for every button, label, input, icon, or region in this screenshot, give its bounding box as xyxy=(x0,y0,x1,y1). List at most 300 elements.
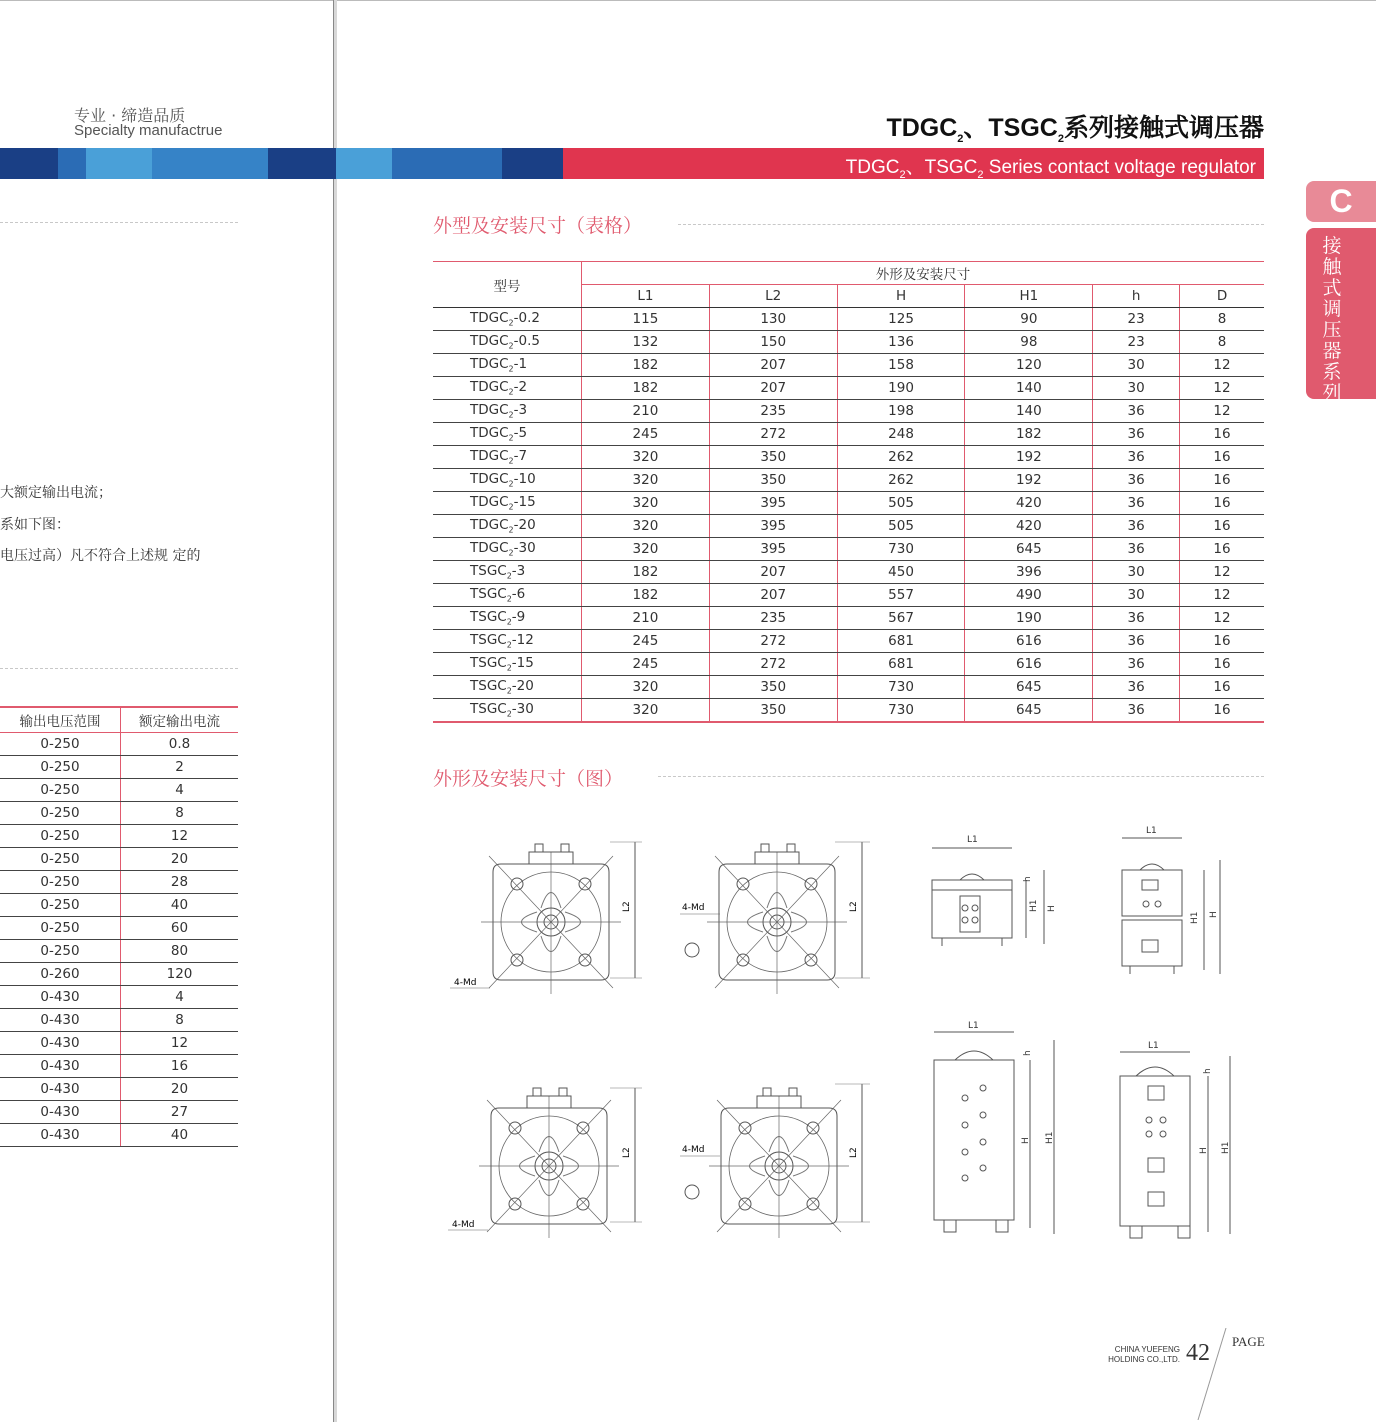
table-cell: 182 xyxy=(582,377,710,400)
table-cell: 0-430 xyxy=(0,1032,121,1055)
table-cell: 36 xyxy=(1093,538,1180,561)
model-suffix: -20 xyxy=(511,678,534,695)
table-cell: 616 xyxy=(965,653,1093,676)
table-row xyxy=(433,676,1264,699)
table-cell: 16 xyxy=(1180,653,1264,676)
table-cell: 4 xyxy=(121,986,239,1009)
model-subscript: 2 xyxy=(508,341,514,351)
model-suffix: -15 xyxy=(511,655,534,672)
model-cell xyxy=(433,630,582,653)
table-cell: 350 xyxy=(709,446,837,469)
table-cell: 90 xyxy=(965,308,1093,331)
table-header-row xyxy=(0,707,238,733)
table-row xyxy=(433,331,1264,354)
footer-company xyxy=(1100,1345,1180,1365)
table-cell: 320 xyxy=(582,469,710,492)
technical-drawings xyxy=(430,820,1270,1250)
table-cell: 190 xyxy=(965,607,1093,630)
table-cell: 0-260 xyxy=(0,963,121,986)
model-cell xyxy=(433,469,582,492)
table-cell: 140 xyxy=(965,400,1093,423)
table-cell: 0-430 xyxy=(0,1009,121,1032)
table-cell: 395 xyxy=(709,538,837,561)
section-title-drawings: 外形及安装尺寸（图） xyxy=(433,768,624,790)
table-cell: 505 xyxy=(837,515,965,538)
drawing-top-view-1 xyxy=(450,842,642,994)
table-cell: 272 xyxy=(709,653,837,676)
table-cell: 16 xyxy=(1180,538,1264,561)
footer-company-line: HOLDING CO.,LTD. xyxy=(1108,1355,1180,1364)
table-cell: 12 xyxy=(1180,400,1264,423)
table-header-row xyxy=(433,262,1264,285)
table-cell: 262 xyxy=(837,469,965,492)
table-row xyxy=(0,733,238,756)
table-cell: 645 xyxy=(965,676,1093,699)
table-cell: 130 xyxy=(709,308,837,331)
table-cell: 235 xyxy=(709,607,837,630)
table-cell: 36 xyxy=(1093,653,1180,676)
svg-text:4-Md: 4-Md xyxy=(452,1220,475,1230)
table-row xyxy=(0,940,238,963)
table-row xyxy=(0,986,238,1009)
table-cell: 192 xyxy=(965,446,1093,469)
chapter-tab-letter: C xyxy=(1306,181,1376,222)
model-suffix: -9 xyxy=(511,609,526,626)
table-cell: 36 xyxy=(1093,630,1180,653)
table-cell: 36 xyxy=(1093,400,1180,423)
model-subscript: 2 xyxy=(508,318,514,328)
table-cell: 16 xyxy=(1180,492,1264,515)
model-cell xyxy=(433,676,582,699)
table-cell: 207 xyxy=(709,584,837,607)
table-row xyxy=(433,377,1264,400)
table-cell: 16 xyxy=(1180,469,1264,492)
table-cell: 60 xyxy=(121,917,239,940)
table-row xyxy=(433,515,1264,538)
table-cell: 420 xyxy=(965,492,1093,515)
column-header: H xyxy=(837,285,965,308)
svg-text:L2: L2 xyxy=(622,901,632,912)
table-cell: 616 xyxy=(965,630,1093,653)
table-cell: 27 xyxy=(121,1101,239,1124)
model-cell xyxy=(433,492,582,515)
table-cell: 350 xyxy=(709,676,837,699)
table-cell: 182 xyxy=(582,561,710,584)
brand-slogan-cn: 专业 · 缔造品质 xyxy=(74,106,186,125)
model-subscript: 2 xyxy=(506,640,512,650)
table-cell: 0-250 xyxy=(0,940,121,963)
table-cell: 16 xyxy=(1180,423,1264,446)
model-suffix: -1 xyxy=(513,356,528,373)
svg-text:H1: H1 xyxy=(1029,899,1039,912)
model-series: TDGC xyxy=(470,448,509,465)
table-cell: 120 xyxy=(121,963,239,986)
table-cell: 320 xyxy=(582,538,710,561)
model-subscript: 2 xyxy=(508,502,514,512)
drawing-side-view-double xyxy=(1122,826,1220,974)
left-text-fragment: 电压过高）凡不符合上述规 定的 xyxy=(0,548,201,564)
table-cell: 115 xyxy=(582,308,710,331)
table-row xyxy=(433,469,1264,492)
table-cell: 30 xyxy=(1093,377,1180,400)
model-subscript: 2 xyxy=(508,433,514,443)
table-cell: 8 xyxy=(1180,308,1264,331)
table-cell: 0-250 xyxy=(0,917,121,940)
table-row xyxy=(433,630,1264,653)
model-suffix: -0.5 xyxy=(513,333,540,350)
table-row xyxy=(0,894,238,917)
model-series: TDGC xyxy=(470,356,509,373)
table-cell: 198 xyxy=(837,400,965,423)
table-row xyxy=(0,871,238,894)
table-row xyxy=(433,538,1264,561)
section-title-table: 外型及安装尺寸（表格） xyxy=(433,215,643,237)
table-cell: 207 xyxy=(709,561,837,584)
left-spec-table xyxy=(0,706,238,1147)
page-top-border xyxy=(0,0,1376,1)
table-row xyxy=(0,848,238,871)
model-cell xyxy=(433,308,582,331)
table-cell: 272 xyxy=(709,423,837,446)
table-row xyxy=(433,561,1264,584)
section-dotted-rule xyxy=(678,224,1264,225)
table-row xyxy=(0,1009,238,1032)
table-row xyxy=(0,1078,238,1101)
column-header: 额定输出电流 xyxy=(121,707,239,733)
column-header: h xyxy=(1093,285,1180,308)
table-cell: 0-250 xyxy=(0,825,121,848)
table-cell: 490 xyxy=(965,584,1093,607)
header-band-segment xyxy=(336,148,392,179)
svg-text:L2: L2 xyxy=(849,901,859,912)
table-cell: 557 xyxy=(837,584,965,607)
table-cell: 16 xyxy=(1180,676,1264,699)
table-cell: 320 xyxy=(582,699,710,723)
model-cell xyxy=(433,354,582,377)
table-cell: 0-250 xyxy=(0,802,121,825)
table-cell: 681 xyxy=(837,653,965,676)
svg-text:4-Md: 4-Md xyxy=(454,978,477,988)
table-cell: 0-250 xyxy=(0,733,121,756)
left-dotted-divider xyxy=(0,668,238,669)
model-cell xyxy=(433,331,582,354)
table-cell: 158 xyxy=(837,354,965,377)
chapter-tab-label xyxy=(1306,228,1376,404)
table-cell: 12 xyxy=(121,1032,239,1055)
page-label: PAGE xyxy=(1232,1334,1265,1349)
table-cell: 320 xyxy=(582,492,710,515)
table-row xyxy=(0,756,238,779)
header-band-segment xyxy=(268,148,336,179)
model-suffix: -3 xyxy=(511,563,526,580)
table-cell: 272 xyxy=(709,630,837,653)
page-title: $TDGC_2$、$TSGC_2$系列接触式调压器 xyxy=(886,114,1264,145)
footer-company-line: CHINA YUEFENG xyxy=(1114,1345,1180,1354)
table-cell: 36 xyxy=(1093,423,1180,446)
table-cell: 0-430 xyxy=(0,986,121,1009)
svg-text:L1: L1 xyxy=(1146,826,1157,836)
model-suffix: -3 xyxy=(513,402,528,419)
table-cell: 0-250 xyxy=(0,779,121,802)
model-suffix: -0.2 xyxy=(513,310,540,327)
svg-text:L1: L1 xyxy=(967,835,978,845)
table-cell: 36 xyxy=(1093,607,1180,630)
table-cell: 125 xyxy=(837,308,965,331)
svg-text:L1: L1 xyxy=(968,1021,979,1031)
left-dotted-divider xyxy=(0,222,238,223)
table-cell: 248 xyxy=(837,423,965,446)
model-suffix: -2 xyxy=(513,379,528,396)
svg-text:L2: L2 xyxy=(622,1147,632,1158)
header-band-segment xyxy=(58,148,86,179)
column-group-header: 外形及安装尺寸 xyxy=(582,262,1265,285)
drawing-top-view-2 xyxy=(680,842,870,994)
table-cell: 12 xyxy=(1180,607,1264,630)
model-series: TSGC xyxy=(470,586,507,603)
table-cell: 0-430 xyxy=(0,1078,121,1101)
svg-text:H1: H1 xyxy=(1190,911,1200,924)
table-cell: 395 xyxy=(709,515,837,538)
model-series: TDGC xyxy=(470,471,509,488)
table-cell: 0-430 xyxy=(0,1055,121,1078)
table-cell: 30 xyxy=(1093,561,1180,584)
header-band-segment xyxy=(152,148,268,179)
table-cell: 16 xyxy=(1180,630,1264,653)
table-row xyxy=(433,699,1264,723)
model-cell xyxy=(433,400,582,423)
table-row xyxy=(0,917,238,940)
model-series: TDGC xyxy=(470,425,509,442)
table-cell: 28 xyxy=(121,871,239,894)
table-cell: 395 xyxy=(709,492,837,515)
table-cell: 136 xyxy=(837,331,965,354)
header-band-segment xyxy=(0,148,58,179)
table-cell: 80 xyxy=(121,940,239,963)
table-cell: 20 xyxy=(121,1078,239,1101)
model-cell xyxy=(433,377,582,400)
footer-slash xyxy=(1196,1328,1230,1420)
table-row xyxy=(433,308,1264,331)
table-row xyxy=(433,607,1264,630)
table-cell: 16 xyxy=(1180,515,1264,538)
model-suffix: -12 xyxy=(511,632,534,649)
model-subscript: 2 xyxy=(506,617,512,627)
model-subscript: 2 xyxy=(508,548,514,558)
table-cell: 420 xyxy=(965,515,1093,538)
model-series: TDGC xyxy=(470,540,509,557)
table-cell: 36 xyxy=(1093,676,1180,699)
drawing-side-view-small xyxy=(932,835,1057,946)
table-row xyxy=(0,1101,238,1124)
header-band-segment xyxy=(86,148,152,179)
table-cell: 0-430 xyxy=(0,1124,121,1147)
svg-text:H1: H1 xyxy=(1045,1131,1055,1144)
table-row xyxy=(0,779,238,802)
model-cell xyxy=(433,699,582,723)
model-cell xyxy=(433,584,582,607)
table-cell: 8 xyxy=(121,802,239,825)
model-series: TDGC xyxy=(470,517,509,534)
svg-text:4-Md: 4-Md xyxy=(682,903,705,913)
table-cell: 245 xyxy=(582,423,710,446)
table-cell: 567 xyxy=(837,607,965,630)
model-subscript: 2 xyxy=(508,387,514,397)
table-row xyxy=(0,1124,238,1147)
chapter-tab-text: 接触式调压器系列 xyxy=(1322,235,1342,404)
model-series: TSGC xyxy=(470,701,507,718)
table-cell: 505 xyxy=(837,492,965,515)
table-row xyxy=(433,400,1264,423)
table-cell: 0-250 xyxy=(0,756,121,779)
table-cell: 2 xyxy=(121,756,239,779)
table-cell: 12 xyxy=(1180,354,1264,377)
table-cell: 210 xyxy=(582,400,710,423)
table-cell: 12 xyxy=(1180,561,1264,584)
model-cell xyxy=(433,607,582,630)
model-suffix: -20 xyxy=(513,517,536,534)
model-series: TDGC xyxy=(470,333,509,350)
table-cell: 0.8 xyxy=(121,733,239,756)
header-band-segment xyxy=(392,148,502,179)
drawing-top-view-3 xyxy=(448,1088,642,1238)
model-subscript: 2 xyxy=(506,709,512,719)
model-cell xyxy=(433,561,582,584)
table-cell: 40 xyxy=(121,1124,239,1147)
model-suffix: -30 xyxy=(511,701,534,718)
drawing-side-view-tall-2 xyxy=(1120,1041,1231,1238)
model-series: TSGC xyxy=(470,678,507,695)
table-row xyxy=(0,1055,238,1078)
column-header: 输出电压范围 xyxy=(0,707,121,733)
table-cell: 150 xyxy=(709,331,837,354)
table-cell: 30 xyxy=(1093,584,1180,607)
model-cell xyxy=(433,446,582,469)
table-cell: 36 xyxy=(1093,446,1180,469)
model-series: TDGC xyxy=(470,402,509,419)
table-cell: 730 xyxy=(837,699,965,723)
table-row xyxy=(433,492,1264,515)
model-series: TDGC xyxy=(470,494,509,511)
table-row xyxy=(433,423,1264,446)
table-cell: 182 xyxy=(582,584,710,607)
svg-text:L1: L1 xyxy=(1148,1041,1159,1051)
model-series: TSGC xyxy=(470,563,507,580)
table-cell: 23 xyxy=(1093,331,1180,354)
table-row xyxy=(0,825,238,848)
model-series: TDGC xyxy=(470,379,509,396)
table-cell: 262 xyxy=(837,446,965,469)
table-cell: 182 xyxy=(965,423,1093,446)
table-cell: 210 xyxy=(582,607,710,630)
svg-text:H1: H1 xyxy=(1221,1141,1231,1154)
model-subscript: 2 xyxy=(508,364,514,374)
table-cell: 320 xyxy=(582,676,710,699)
page-spine-divider xyxy=(333,0,337,1422)
dimension-table xyxy=(433,261,1264,723)
model-cell xyxy=(433,423,582,446)
model-subscript: 2 xyxy=(508,410,514,420)
svg-text:h: h xyxy=(1023,1050,1033,1056)
model-suffix: -10 xyxy=(513,471,536,488)
column-header: H1 xyxy=(965,285,1093,308)
model-series: TSGC xyxy=(470,655,507,672)
table-cell: 320 xyxy=(582,446,710,469)
table-cell: 235 xyxy=(709,400,837,423)
svg-text:H: H xyxy=(1199,1147,1209,1154)
section-dotted-rule xyxy=(658,776,1264,777)
table-cell: 8 xyxy=(1180,331,1264,354)
drawing-side-view-tall xyxy=(934,1021,1055,1234)
model-suffix: -5 xyxy=(513,425,528,442)
table-cell: 12 xyxy=(121,825,239,848)
model-subscript: 2 xyxy=(508,456,514,466)
table-cell: 0-250 xyxy=(0,894,121,917)
table-row xyxy=(433,354,1264,377)
model-series: TSGC xyxy=(470,609,507,626)
brand-slogan-en: Specialty manufactrue xyxy=(74,122,223,139)
model-cell xyxy=(433,515,582,538)
table-cell: 320 xyxy=(582,515,710,538)
table-cell: 245 xyxy=(582,653,710,676)
table-cell: 16 xyxy=(1180,699,1264,723)
model-subscript: 2 xyxy=(506,571,512,581)
model-series: TDGC xyxy=(470,310,509,327)
svg-text:h: h xyxy=(1023,876,1033,882)
table-cell: 4 xyxy=(121,779,239,802)
page-number: 42 xyxy=(1186,1340,1210,1366)
table-cell: 40 xyxy=(121,894,239,917)
table-cell: 98 xyxy=(965,331,1093,354)
table-cell: 730 xyxy=(837,538,965,561)
table-cell: 12 xyxy=(1180,584,1264,607)
svg-text:h: h xyxy=(1203,1068,1213,1074)
table-cell: 36 xyxy=(1093,699,1180,723)
table-cell: 23 xyxy=(1093,308,1180,331)
table-cell: 36 xyxy=(1093,469,1180,492)
model-series: TSGC xyxy=(470,632,507,649)
model-subscript: 2 xyxy=(506,686,512,696)
header-band-segment xyxy=(502,148,563,179)
table-cell: 192 xyxy=(965,469,1093,492)
model-subscript: 2 xyxy=(506,594,512,604)
model-suffix: -6 xyxy=(511,586,526,603)
table-cell: 730 xyxy=(837,676,965,699)
table-cell: 140 xyxy=(965,377,1093,400)
table-cell: 12 xyxy=(1180,377,1264,400)
table-cell: 0-250 xyxy=(0,871,121,894)
svg-text:H: H xyxy=(1209,911,1219,918)
model-subscript: 2 xyxy=(506,663,512,673)
table-row xyxy=(433,584,1264,607)
svg-text:L2: L2 xyxy=(849,1147,859,1158)
page-subtitle-en: $TDGC_2$、$TSGC_2$ Series contact voltage regulator xyxy=(845,157,1256,181)
table-cell: 182 xyxy=(582,354,710,377)
table-cell: 30 xyxy=(1093,354,1180,377)
drawing-top-view-4 xyxy=(680,1084,870,1238)
table-cell: 645 xyxy=(965,699,1093,723)
table-cell: 207 xyxy=(709,377,837,400)
table-cell: 207 xyxy=(709,354,837,377)
model-subscript: 2 xyxy=(508,479,514,489)
table-cell: 0-250 xyxy=(0,848,121,871)
svg-text:H: H xyxy=(1021,1137,1031,1144)
svg-text:H: H xyxy=(1047,905,1057,912)
table-cell: 190 xyxy=(837,377,965,400)
table-cell: 450 xyxy=(837,561,965,584)
model-suffix: -7 xyxy=(513,448,528,465)
column-header: L2 xyxy=(709,285,837,308)
model-suffix: -15 xyxy=(513,494,536,511)
